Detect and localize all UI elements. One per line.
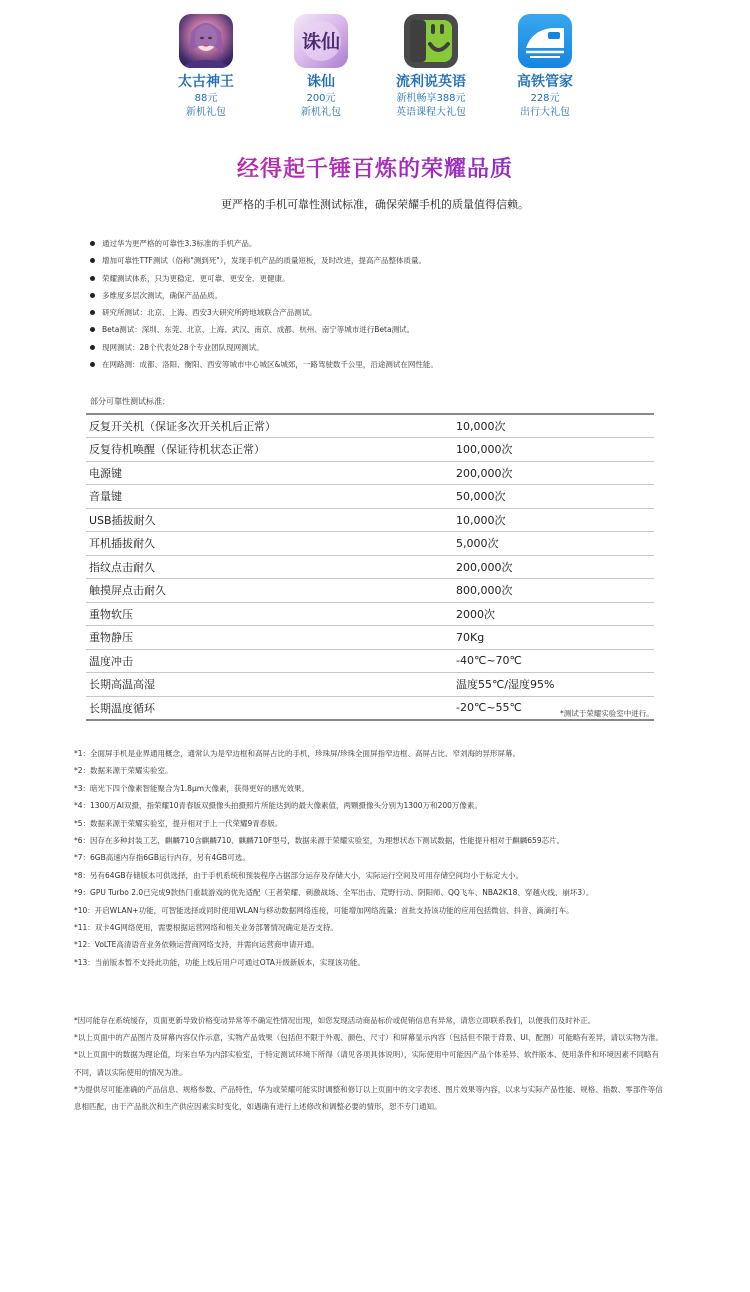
app-gift-label: 新机礼包: [186, 107, 226, 118]
app-name: 诛仙: [307, 74, 335, 90]
table-caption: 部分可靠性测试标准：: [90, 397, 170, 406]
footnote-item: *11：双卡4G网络使用，需要根据运营网络和相关业务部署情况确定是否支持。: [74, 922, 338, 932]
test-item: 触摸屏点击耐久: [86, 579, 454, 603]
table-row: [86, 508, 654, 532]
table-row: [86, 555, 654, 579]
test-value: 10,000次: [454, 414, 654, 438]
page-subline: 更严格的手机可靠性测试标准，确保荣耀手机的质量值得信赖。: [221, 198, 529, 211]
app-name: 高铁管家: [517, 74, 573, 90]
table-row: [86, 649, 654, 673]
app-price: 200元: [306, 93, 336, 104]
app-gift-taigu[interactable]: [141, 14, 271, 120]
table-row: [86, 532, 654, 556]
app-gift-label: 英语课程大礼包: [396, 107, 466, 118]
zhuxian-app-icon[interactable]: [294, 14, 348, 68]
test-value: 5,000次: [454, 532, 654, 556]
app-gift-label: 新机礼包: [301, 107, 341, 118]
bullet-item: 研究所测试：北京、上海、西安3大研究所跨地域联合产品测试。: [90, 307, 690, 324]
table-row: [86, 602, 654, 626]
test-item: 耳机插拔耐久: [86, 532, 454, 556]
disclaimer-paragraph: *为提供尽可能准确的产品信息、规格参数、产品特性，华为或荣耀可能实时调整和修订以上页面中的文字表述、图片效果等内容，以求与实际产品性能、规格、指数、零部件等信息相匹配，由于产品批次和生产供应因素实时变化，如遇确有进行上述修改和调整必要的情形，恕不专门通知。: [74, 1084, 663, 1112]
bullet-item: 增加可靠性TTF测试（俗称"测到死"），发现手机产品的质量短板，及时改进，提高产品整体质量。: [90, 255, 690, 272]
table-row: [86, 485, 654, 509]
app-price: 88元: [194, 93, 218, 104]
disclaimer-paragraph: *以上页面中的产品图片及屏幕内容仅作示意，实物产品效果（包括但不限于外观、颜色、尺寸）和屏幕显示内容（包括但不限于背景、UI、配图）可能略有差异，请以实物为准。: [74, 1033, 663, 1043]
liulishuo-app-icon[interactable]: [404, 14, 458, 68]
test-item: 反复开关机（保证多次开关机后正常）: [86, 414, 454, 438]
table-row: [86, 461, 654, 485]
test-item: 指纹点击耐久: [86, 555, 454, 579]
taigu-shenwang-app-icon[interactable]: [179, 14, 233, 68]
footnote-item: *4：1300万AI双摄，指荣耀10青春版双摄像头拍摄照片所能达到的最大像素值，两颗摄像头分别为1300万和200万像素。: [74, 801, 482, 811]
test-value: 70Kg: [454, 626, 654, 650]
test-item: 电源键: [86, 461, 454, 485]
table-note: *测试于荣耀实验室中进行。: [560, 709, 654, 718]
table-row: [86, 579, 654, 603]
test-value: 200,000次: [454, 555, 654, 579]
footnote-item: *8：另有64GB存储版本可供选择，由于手机系统和预装程序占据部分运存及存储大小，实际运行空间及可用存储空间均小于标定大小。: [74, 870, 524, 880]
quality-bullet-list: [90, 238, 690, 376]
table-row: [86, 414, 654, 438]
footnote-item: *2：数据来源于荣耀实验室。: [74, 766, 173, 776]
app-name: 流利说英语: [396, 74, 466, 90]
footnote-item: *13：当前版本暂不支持此功能，功能上线后用户可通过OTA升级新版本，实现该功能。: [74, 957, 365, 967]
test-item: 长期温度循环: [86, 696, 454, 720]
bullet-item: 荣耀测试体系，只为更稳定、更可靠、更安全、更健康。: [90, 273, 690, 290]
footnote-item: *7：6GB高速内存指6GB运行内存，另有4GB可选。: [74, 853, 250, 863]
test-value: -20℃~55℃: [454, 696, 654, 720]
bullet-item: 通过华为更严格的可靠性3.3标准的手机产品。: [90, 238, 690, 255]
zhuxian-logo-text: 诛仙: [301, 31, 341, 53]
test-item: 音量键: [86, 485, 454, 509]
test-value: -40℃~70℃: [454, 649, 654, 673]
test-item: 长期高温高湿: [86, 673, 454, 697]
gaotie-guanjia-app-icon[interactable]: [518, 14, 572, 68]
app-gift-row: [0, 14, 750, 126]
footnote-item: *1：全面屏手机是业界通用概念，通常认为是窄边框和高屏占比的手机，珍珠屏/珍珠全面屏指窄边框、高屏占比、窄刘海的异形屏幕。: [74, 749, 521, 758]
test-item: 重物静压: [86, 626, 454, 650]
test-value: 10,000次: [454, 508, 654, 532]
test-item: 重物软压: [86, 602, 454, 626]
footnote-item: *12：VoLTE高清语音业务依赖运营商网络支持，并需向运营商申请开通。: [74, 940, 319, 950]
test-item: 温度冲击: [86, 649, 454, 673]
disclaimer-block: [74, 1012, 666, 1115]
footnote-item: *10：开启WLAN+功能，可智能选择或同时使用WLAN与移动数据网络连接，可能增加网络流量；首批支持该功能的应用包括微信、抖音、滴滴打车。: [74, 905, 574, 915]
table-row: [86, 626, 654, 650]
test-value: 200,000次: [454, 461, 654, 485]
reliability-test-table: [86, 413, 654, 721]
app-price: 228元: [530, 93, 560, 104]
bullet-item: 在网路测：成都、洛阳、衡阳、西安等城市中心城区&城郊，一路驾驶数千公里，沿途测试在网性能。: [90, 359, 690, 376]
app-price: 新机畅享388元: [396, 93, 466, 104]
test-item: USB插拔耐久: [86, 508, 454, 532]
disclaimer-paragraph: *因可能存在系统缓存，页面更新导致价格变动异常等不确定性情况出现，如您发现活动商品标价或促销信息有异常，请您立即联系我们，以便我们及时补正。: [74, 1016, 596, 1025]
test-value: 50,000次: [454, 485, 654, 509]
bullet-item: 现网测试：28个代表处28个专业团队现网测试。: [90, 342, 690, 359]
disclaimer-paragraph: *以上页面中的数据为理论值，均来自华为内部实验室，于特定测试环境下所得（请见各项具体说明），实际使用中可能因产品个体差异、软件版本、使用条件和环境因素不同略有不同，请以实际使用的情况为准。: [74, 1050, 659, 1077]
app-name: 太古神王: [178, 74, 234, 90]
footnote-item: *9：GPU Turbo 2.0已完成9款热门重载游戏的优先适配（王者荣耀、刺激战场、全军出击、荒野行动、阴阳师、QQ飞车、NBA2K18、穿越火线、崩坏3）。: [74, 888, 594, 898]
table-row: [86, 438, 654, 462]
app-gift-label: 出行大礼包: [520, 107, 570, 118]
test-value: 800,000次: [454, 579, 654, 603]
test-item: 反复待机唤醒（保证待机状态正常）: [86, 438, 454, 462]
test-value: 温度55℃/湿度95%: [454, 673, 654, 697]
footnote-item: *5：数据来源于荣耀实验室，提升相对于上一代荣耀9青春版。: [74, 818, 283, 828]
test-value: 100,000次: [454, 438, 654, 462]
footnote-list: [74, 748, 694, 974]
app-gift-gaotie[interactable]: [480, 14, 610, 120]
table-row: [86, 673, 654, 697]
bullet-item: Beta测试：深圳、东莞、北京、上海、武汉、南京、成都、杭州、南宁等城市进行Beta测试。: [90, 324, 690, 341]
app-gift-liulishuo[interactable]: [366, 14, 496, 120]
footnote-item: *6：因存在多种封装工艺，麒麟710含麒麟710、麒麟710F型号，数据来源于荣耀实验室，为理想状态下测试数据，性能提升相对于麒麟659芯片。: [74, 835, 565, 845]
footnote-item: *3：暗光下四个像素智能聚合为1.8μm大像素，获得更好的感光效果。: [74, 783, 310, 793]
bullet-item: 多维度多层次测试，确保产品品质。: [90, 290, 690, 307]
test-value: 2000次: [454, 602, 654, 626]
page-headline: 经得起千锤百炼的荣耀品质: [0, 152, 750, 183]
